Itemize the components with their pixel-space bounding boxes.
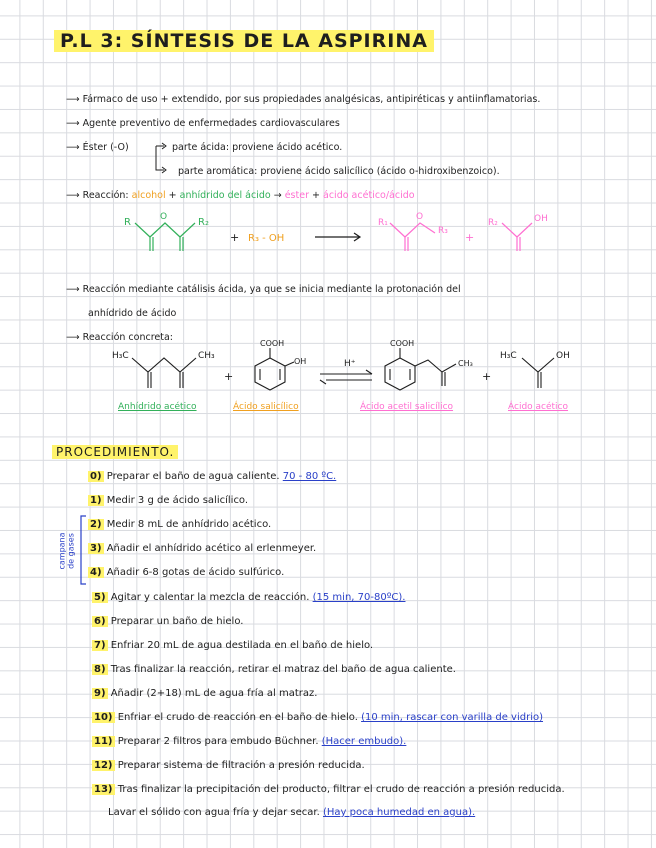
step-text: Lavar el sólido con agua fría y dejar secar.	[108, 807, 320, 818]
step-number: 2)	[90, 519, 102, 530]
step-number: 4)	[90, 567, 102, 578]
step-number: 13)	[94, 784, 113, 795]
intro-text-1: Fármaco de uso + extendido, por sus propiedades analgésicas, antipiréticas y antiinflamatorias.	[82, 94, 541, 105]
procedure-step	[92, 784, 565, 795]
cooh2-label: COOH	[390, 339, 415, 348]
arrow-icon: ⟶	[66, 332, 83, 343]
acetic-acid-structure	[522, 358, 554, 388]
concrete-plus-2: +	[482, 370, 492, 383]
oh1-label: OH	[294, 357, 307, 366]
hplus-label: H⁺	[344, 359, 356, 369]
step-text: Enfriar el crudo de reacción en el baño de hielo.	[117, 712, 358, 723]
step-text: Tras finalizar la reacción, retirar el matraz del baño de agua caliente.	[110, 664, 456, 675]
intro-line-3	[66, 142, 129, 153]
step-note: (15 min, 70-80ºC).	[312, 592, 406, 603]
reaction-plus-2: +	[312, 190, 320, 201]
procedure-step	[88, 567, 284, 578]
note-line-1	[66, 284, 461, 295]
step-text: Añadir el anhídrido acético al erlenmeyer.	[106, 543, 317, 554]
label-salicylic: Ácido salicílico	[233, 402, 299, 412]
reaction-acid: ácido acético/ácido	[323, 190, 415, 201]
acetic-anhydride-structure	[132, 358, 196, 388]
ch3b-label: CH₃	[458, 359, 473, 368]
arrow-icon: ⟶	[66, 190, 83, 201]
step-number: 5)	[94, 592, 106, 603]
step-note: (Hay poca humedad en agua).	[322, 807, 476, 818]
arrow-icon: ⟶	[66, 284, 83, 295]
intro-line-1	[66, 94, 540, 105]
arrow-icon: ⟶	[66, 142, 83, 153]
label-acetic: Ácido acético	[508, 402, 569, 412]
step-number: 6)	[94, 616, 106, 627]
r1-label: R₁	[378, 218, 388, 228]
reaction-label: Reacción:	[82, 190, 129, 201]
step-number: 8)	[94, 664, 106, 675]
reaction-line	[66, 190, 415, 201]
procedure-step	[88, 495, 248, 506]
procedure-step	[92, 640, 373, 651]
scheme-plus-1: +	[230, 231, 240, 244]
side-note-text: campana de gases	[58, 532, 77, 570]
step-text: Tras finalizar la precipitación del producto, filtrar el crudo de reacción a presión reducida.	[117, 784, 565, 795]
step-text: Preparar sistema de filtración a presión reducida.	[117, 760, 365, 771]
scheme-plus-2: +	[465, 231, 475, 244]
step-number: 9)	[94, 688, 106, 699]
side-bracket-icon	[78, 514, 88, 586]
h3c-left-label: H₃C	[112, 351, 129, 361]
concrete-plus-1: +	[224, 370, 234, 383]
step-number: 10)	[94, 712, 113, 723]
procedure-step	[92, 664, 456, 675]
label-anhydride: Anhídrido acético	[118, 402, 197, 412]
r-left-label: R	[124, 217, 131, 228]
step-number: 12)	[94, 760, 113, 771]
procedure-step	[88, 471, 336, 482]
step-number: 1)	[90, 495, 102, 506]
procedure-step	[92, 736, 406, 747]
reaction-alcohol: alcohol	[131, 190, 166, 201]
anhydride-structure	[135, 223, 195, 251]
reaction-ester: éster	[284, 190, 309, 201]
step-text: Agitar y calentar la mezcla de reacción.	[110, 592, 310, 603]
note-text-1: Reacción mediante catálisis ácida, ya que se inicia mediante la protonación del	[82, 284, 461, 295]
ester-part-aromatic: parte aromática: proviene ácido salicílico (ácido o-hidroxibenzoico).	[178, 166, 500, 177]
scheme-arrow	[315, 233, 360, 241]
step-number: 11)	[94, 736, 113, 747]
o-bridge-label: O	[160, 212, 168, 222]
label-aspirin: Ácido acetil salicílico	[360, 402, 454, 412]
step-text: Añadir (2+18) mL de agua fría al matraz.	[110, 688, 318, 699]
ester-part-acid: parte ácida: proviene ácido acético.	[172, 142, 343, 153]
reaction-arrow: →	[273, 190, 282, 201]
acid-structure	[502, 223, 532, 251]
step-number: 0)	[90, 471, 102, 482]
equilibrium-arrow	[320, 370, 372, 384]
step-text: Añadir 6-8 gotas de ácido sulfúrico.	[106, 567, 285, 578]
salicylic-acid-structure	[255, 348, 294, 390]
procedure-step	[92, 616, 243, 627]
general-reaction-scheme	[110, 205, 560, 265]
procedure-step	[92, 712, 543, 723]
step-note: (Hacer embudo).	[321, 736, 407, 747]
step-note: (10 min, rascar con varilla de vidrio)	[361, 712, 544, 723]
step-text: Medir 8 mL de anhídrido acético.	[106, 519, 272, 530]
procedure-step	[92, 592, 405, 603]
step-text: Preparar 2 filtros para embudo Büchner.	[117, 736, 319, 747]
aspirin-structure	[385, 348, 456, 390]
oh-acid-label: OH	[534, 214, 548, 224]
note-line-2: anhídrido de ácido	[88, 308, 177, 319]
procedure-step	[88, 519, 271, 530]
page-title: P.L 3: SÍNTESIS DE LA ASPIRINA	[54, 30, 434, 52]
r2-label: R₂	[198, 217, 209, 228]
r3oh-label: R₃ - OH	[248, 233, 285, 244]
step-note: 70 - 80 ºC.	[282, 471, 337, 482]
procedure-step	[92, 688, 317, 699]
procedure-step	[88, 543, 316, 554]
note-text-3: Reacción concreta:	[82, 332, 173, 343]
intro-text-3: Éster (-O)	[82, 142, 129, 153]
step-text: Preparar el baño de agua caliente.	[106, 471, 280, 482]
intro-text-2: Agente preventivo de enfermedades cardiovasculares	[82, 118, 340, 129]
cooh1-label: COOH	[260, 339, 285, 348]
procedure-step	[92, 760, 365, 771]
ch3-label: CH₃	[198, 351, 215, 361]
oh2-label: OH	[556, 351, 570, 361]
r3-label: R₃	[438, 226, 448, 236]
procedure-title: PROCEDIMIENTO.	[52, 445, 178, 459]
h3c-right-label: H₃C	[500, 351, 517, 361]
step-number: 7)	[94, 640, 106, 651]
step-text: Enfriar 20 mL de agua destilada en el baño de hielo.	[110, 640, 374, 651]
o-ester-label: O	[416, 212, 424, 222]
arrow-icon: ⟶	[66, 118, 83, 129]
step-text: Preparar un baño de hielo.	[110, 616, 244, 627]
step-text: Medir 3 g de ácido salicílico.	[106, 495, 249, 506]
r-acid-label: R₂	[488, 218, 498, 228]
arrow-icon: ⟶	[66, 94, 83, 105]
procedure-step	[108, 807, 475, 818]
reaction-anhydride: anhídrido del ácido	[179, 190, 271, 201]
reaction-plus-1: +	[168, 190, 177, 201]
bracket-icon	[150, 142, 170, 174]
step-number: 3)	[90, 543, 102, 554]
ester-structure	[390, 223, 435, 251]
intro-line-2	[66, 118, 340, 129]
